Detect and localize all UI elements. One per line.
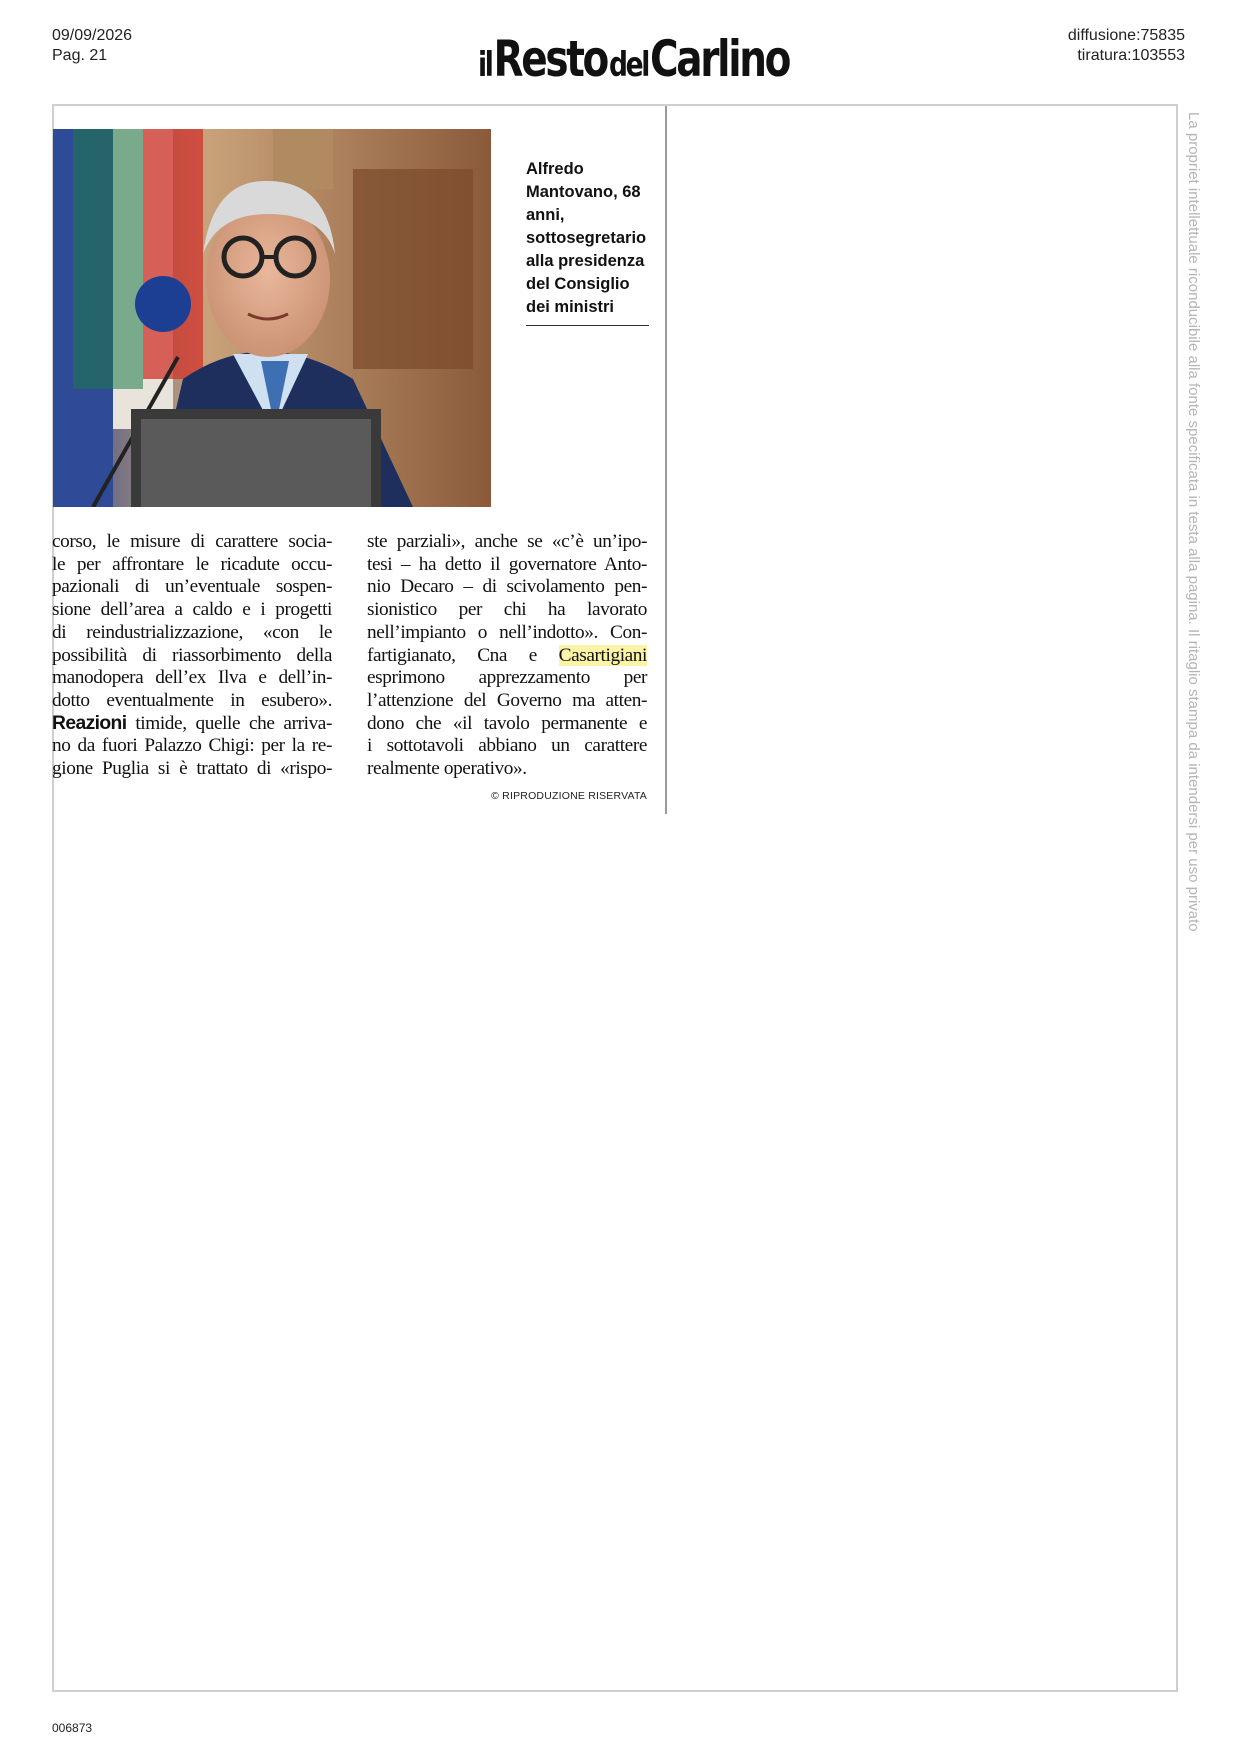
text-line: realmente operativo». xyxy=(367,758,527,780)
article-column-1 xyxy=(52,531,332,781)
text-line xyxy=(367,645,647,668)
text-line xyxy=(52,713,332,736)
text-line: l’attenzione del Governo ma atten- xyxy=(367,689,647,711)
page-code: 006873 xyxy=(52,1721,93,1735)
text-line: possibilità di riassorbimento della xyxy=(52,644,332,666)
tiratura: tiratura:103553 xyxy=(1077,47,1185,64)
masthead-il: il xyxy=(478,45,492,85)
header-right xyxy=(1068,26,1185,66)
text-line: sione dell’area a caldo e i progetti xyxy=(52,599,332,621)
column-divider xyxy=(665,106,667,814)
text-line: nell’impianto o nell’indotto». Con- xyxy=(367,621,647,643)
text-line: dotto eventualmente in esubero». xyxy=(52,689,332,711)
article-column-2 xyxy=(367,531,647,781)
text-line: i sottotavoli abbiano un carattere xyxy=(367,735,647,757)
masthead-carlino: Carlino xyxy=(650,30,790,88)
text-line-start: fartigianato, Cna e xyxy=(367,644,537,666)
text-line: di reindustrializzazione, «con le xyxy=(52,621,332,643)
text-line: dono che «il tavolo permanente e xyxy=(367,712,647,734)
text-line: manodopera dell’ex Ilva e dell’in- xyxy=(52,667,332,689)
portrait-photo xyxy=(53,129,491,507)
text-line-rest: timide, quelle che arriva- xyxy=(135,712,332,734)
masthead-del: del xyxy=(608,45,649,85)
text-line: no da fuori Palazzo Chigi: per la re- xyxy=(52,735,332,757)
date: 09/09/2026 xyxy=(52,27,133,44)
text-line: tesi – ha detto il governatore Anto- xyxy=(367,553,647,575)
text-line: esprimono apprezzamento per xyxy=(367,667,647,689)
diffusione: diffusione:75835 xyxy=(1067,27,1185,44)
rights-watermark: La propriet intellettuale riconducibile alla fonte specificata in testa alla pagina. Il ritaglio stampa da intendersi per uso privato xyxy=(1185,112,1202,932)
photo-caption: Alfredo Mantovano, 68 anni, sottosegretario alla presidenza del Consiglio dei ministri xyxy=(526,160,647,316)
lead-word: Reazioni xyxy=(52,712,127,734)
page-number: Pag. 21 xyxy=(52,47,108,64)
text-line: ste parziali», anche se «c’è un’ipo- xyxy=(367,531,647,552)
masthead-logo xyxy=(478,30,790,90)
text-line: corso, le misure di carattere socia- xyxy=(52,531,332,552)
text-line: sionistico per chi ha lavorato xyxy=(367,599,647,621)
highlighted-term: Casartigiani xyxy=(558,644,648,666)
text-line: gione Puglia si è trattato di «rispo- xyxy=(52,758,332,780)
header-left xyxy=(52,26,132,66)
copyright-notice: © RIPRODUZIONE RISERVATA xyxy=(491,790,647,802)
text-line: le per affrontare le ricadute occu- xyxy=(52,553,332,575)
text-line: pazionali di un’eventuale sospen- xyxy=(52,576,332,598)
masthead-resto: Resto xyxy=(493,30,607,88)
text-line: nio Decaro – di scivolamento pen- xyxy=(367,576,647,598)
caption-rule xyxy=(526,325,649,326)
